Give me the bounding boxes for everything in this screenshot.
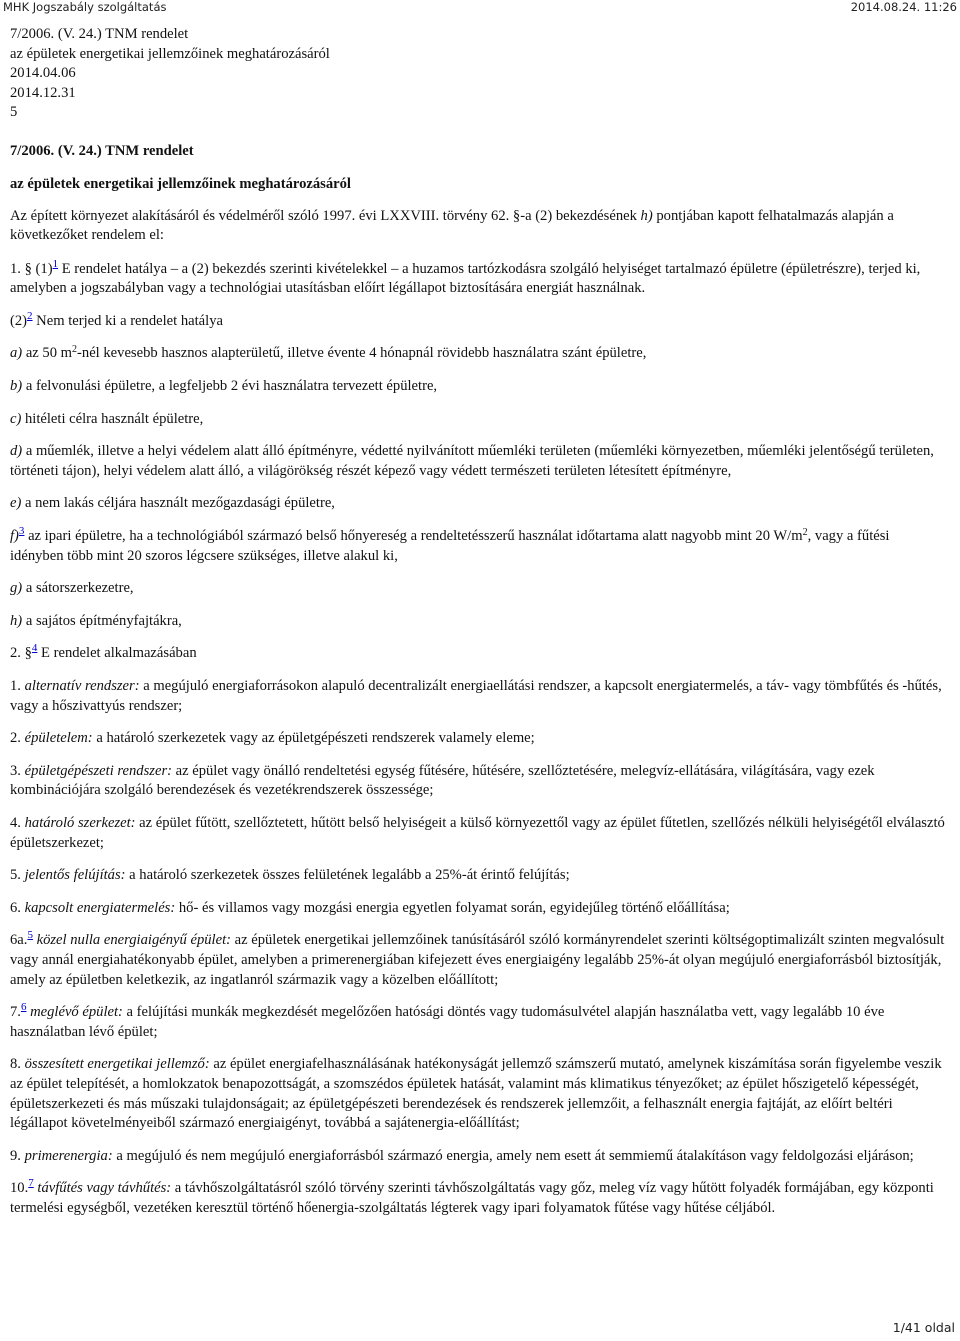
title-act-name: 7/2006. (V. 24.) TNM rendelet bbox=[10, 142, 194, 159]
definition-10: 10.$^7$ távfűtés vagy távhűtés: a távhőszolgáltatásról szóló törvény szerinti távhőszolgáltatás vagy gőz, meleg víz vagy hűtött folyadék formájában, egy központi termelési egységből, vezetéken keresztül történő hőenergia-szolgáltatás légterek vagy ipari folyamatok fűtése vagy hűtése céljából. bbox=[10, 1177, 934, 1216]
list-item-f: f)$^3$ az ipari épületre, ha a technológiából származó belső hőnyereség a rendeltetésszerű használat időtartama alatt nagyobb mint 20 $W/m^2$, vagy a fűtési idényben több mint 20 szoros légcsere szükséges, illetve alakul ki, bbox=[10, 525, 890, 564]
definition-9: 9. primerenergia: a megújuló és nem megújuló energiaforrásból származó energia, amely nem esett át semmiemű átalakításon vagy feldolgozási eljáráson; bbox=[10, 1147, 914, 1164]
definition-7: 7.$^6$ meglévő épület: a felújítási munkák megkezdését megelőzően hatósági döntés vagy tudomásulvétel alapján használatba vett, vagy legalább 10 éve használatban lévő épület; bbox=[10, 1001, 885, 1040]
footnote-link[interactable]: 7 bbox=[28, 1177, 34, 1190]
list-item-e: e) a nem lakás céljára használt mezőgazdasági épületre, bbox=[10, 495, 335, 512]
header-act-name: 7/2006. (V. 24.) TNM rendelet bbox=[10, 26, 189, 42]
print-datetime: 2014.08.24. 11:26 bbox=[850, 0, 957, 14]
preamble: Az épített környezet alakításáról és védelméről szóló 1997. évi LXXVIII. törvény 62. §-a (2) bekezdésének h) pontjában kapott felhatalmazás alapján a következőket rendelem el: bbox=[10, 207, 894, 244]
list-item-h: h) a sajátos építményfajtákra, bbox=[10, 612, 182, 629]
title-act-subject: az épületek energetikai jellemzőinek meghatározásáról bbox=[10, 175, 351, 192]
footnote-link[interactable]: 2 bbox=[27, 309, 33, 322]
list-item-b: b) a felvonulási épületre, a legfeljebb 2 évi használatra tervezett épületre, bbox=[10, 378, 438, 395]
list-item-d: d) a műemlék, illetve a helyi védelem alatt álló építményre, védetté nyilvánított műemléki területen (műemléki környezetben, műemléki jelentőségű területen, történeti tájon), helyi védelem alatt álló, a világörökség részét képező vagy védett természeti területen létesített építményre, bbox=[10, 443, 934, 479]
top-bar bbox=[0, 0, 960, 14]
footnote-link[interactable]: 4 bbox=[31, 642, 38, 655]
definition-1: 1. alternatív rendszer: a megújuló energiaforrásokon alapuló decentralizált energiaellátási rendszer, a kapcsolt energiatermelés, a táv- vagy tömbfűtés és -hűtés, vagy a hőszivattyús rendszer; bbox=[10, 678, 942, 714]
footnote-link[interactable]: 5 bbox=[27, 929, 33, 942]
document-body bbox=[10, 25, 945, 1218]
footnote-link[interactable]: 1 bbox=[52, 257, 59, 270]
section-1-paragraph-1: 1. § (1)$^1$ E rendelet hatálya – a (2) bekezdés szerinti kivételekkel – a huzamos tartózkodásra szolgáló helyiséget tartalmazó épületre (épületrészre), terjed ki, amelyben a jogszabályban vagy a technológiai utasításban előírt légállapot biztosítására energiát használnak. bbox=[10, 257, 921, 297]
document-title bbox=[10, 142, 945, 194]
definition-2: 2. épületelem: a határoló szerkezetek vagy az épületgépészeti rendszerek valamely eleme; bbox=[10, 730, 535, 747]
footnote-link[interactable]: 6 bbox=[20, 1001, 27, 1014]
list-item-c: c) hitéleti célra használt épületre, bbox=[10, 410, 204, 427]
header-act-subject: az épületek energetikai jellemzőinek meghatározásáról bbox=[10, 45, 330, 62]
definition-6: 6. kapcsolt energiatermelés: hő- és villamos vagy mozgási energia egyetlen folyamat során, egyidejűleg történő előállítása; bbox=[10, 899, 730, 916]
definition-4: 4. határoló szerkezet: az épület fűtött, szellőztetett, hűtött belső helyiségeit a külső környezettől vagy az épület fűtetlen, szellőzés nélküli helyiségétől elválasztó épületszerkezet; bbox=[10, 814, 945, 851]
definition-5: 5. jelentős felújítás: a határoló szerkezetek összes felületének legalább a 25%-át érintő felújítás; bbox=[10, 867, 570, 884]
header-version: 5 bbox=[10, 104, 18, 120]
section-1-paragraph-2: (2)$^2$ Nem terjed ki a rendelet hatálya bbox=[10, 309, 223, 329]
document-header bbox=[10, 25, 945, 123]
list-item-g: g) a sátorszerkezetre, bbox=[10, 580, 134, 597]
header-valid-from: 2014.04.06 bbox=[10, 65, 76, 81]
definition-8: 8. összesített energetikai jellemző: az épület energiafelhasználásának hatékonyságát jellemző számszerű mutató, amelynek kiszámítása során figyelembe veszik az épület telepítését, a homlokzatok benapozottságát, a szomszédos épületek hatását, valamint más klimatikus tényezőket; az épület hőszigetelő képességét, épületszerkezeti és más műszaki tulajdonságait; az épületgépészeti berendezések és rendszerek jellemzőit, a felhasznált energia fajtáját, az előírt beltéri légállapot követelményeiből származó energiaigényt, továbbá a sajátenergia-előállítást; bbox=[10, 1056, 942, 1132]
list-item-a: a) az 50 $m^2$-nél kevesebb hasznos alapterületű, illetve évente 4 hónapnál rövidebb használatra szánt épületre, bbox=[10, 344, 647, 362]
definition-6a: 6a.$^5$ közel nulla energiaigényű épület: az épületek energetikai jellemzőinek tanúsításáról szóló kormányrendelet szerinti költségoptimalizált szinten megvalósult vagy annál energiahatékonyabb épület, amelyben a primerenergiában kifejezett éves energiaigény legalább 25%-át olyan megújuló energiaforrásból biztosítják, amely az épületben keletkezik, az ingatlanról származik vagy a közelben előállított; bbox=[10, 929, 945, 988]
site-name: MHK Jogszabály szolgáltatás bbox=[3, 0, 167, 14]
page-number: 1/41 oldal bbox=[892, 1320, 955, 1335]
header-valid-to: 2014.12.31 bbox=[10, 84, 76, 101]
definition-3: 3. épületgépészeti rendszer: az épület vagy önálló rendeltetési egység fűtésére, hűtésére, szellőztetésére, melegvíz-ellátására, világítására, vagy ezek kombinációjára szolgáló berendezések és vezetékrendszerek összessége; bbox=[10, 762, 875, 799]
section-2-heading: 2. §$^4$ E rendelet alkalmazásában bbox=[10, 642, 197, 662]
footnote-link[interactable]: 3 bbox=[18, 525, 25, 538]
